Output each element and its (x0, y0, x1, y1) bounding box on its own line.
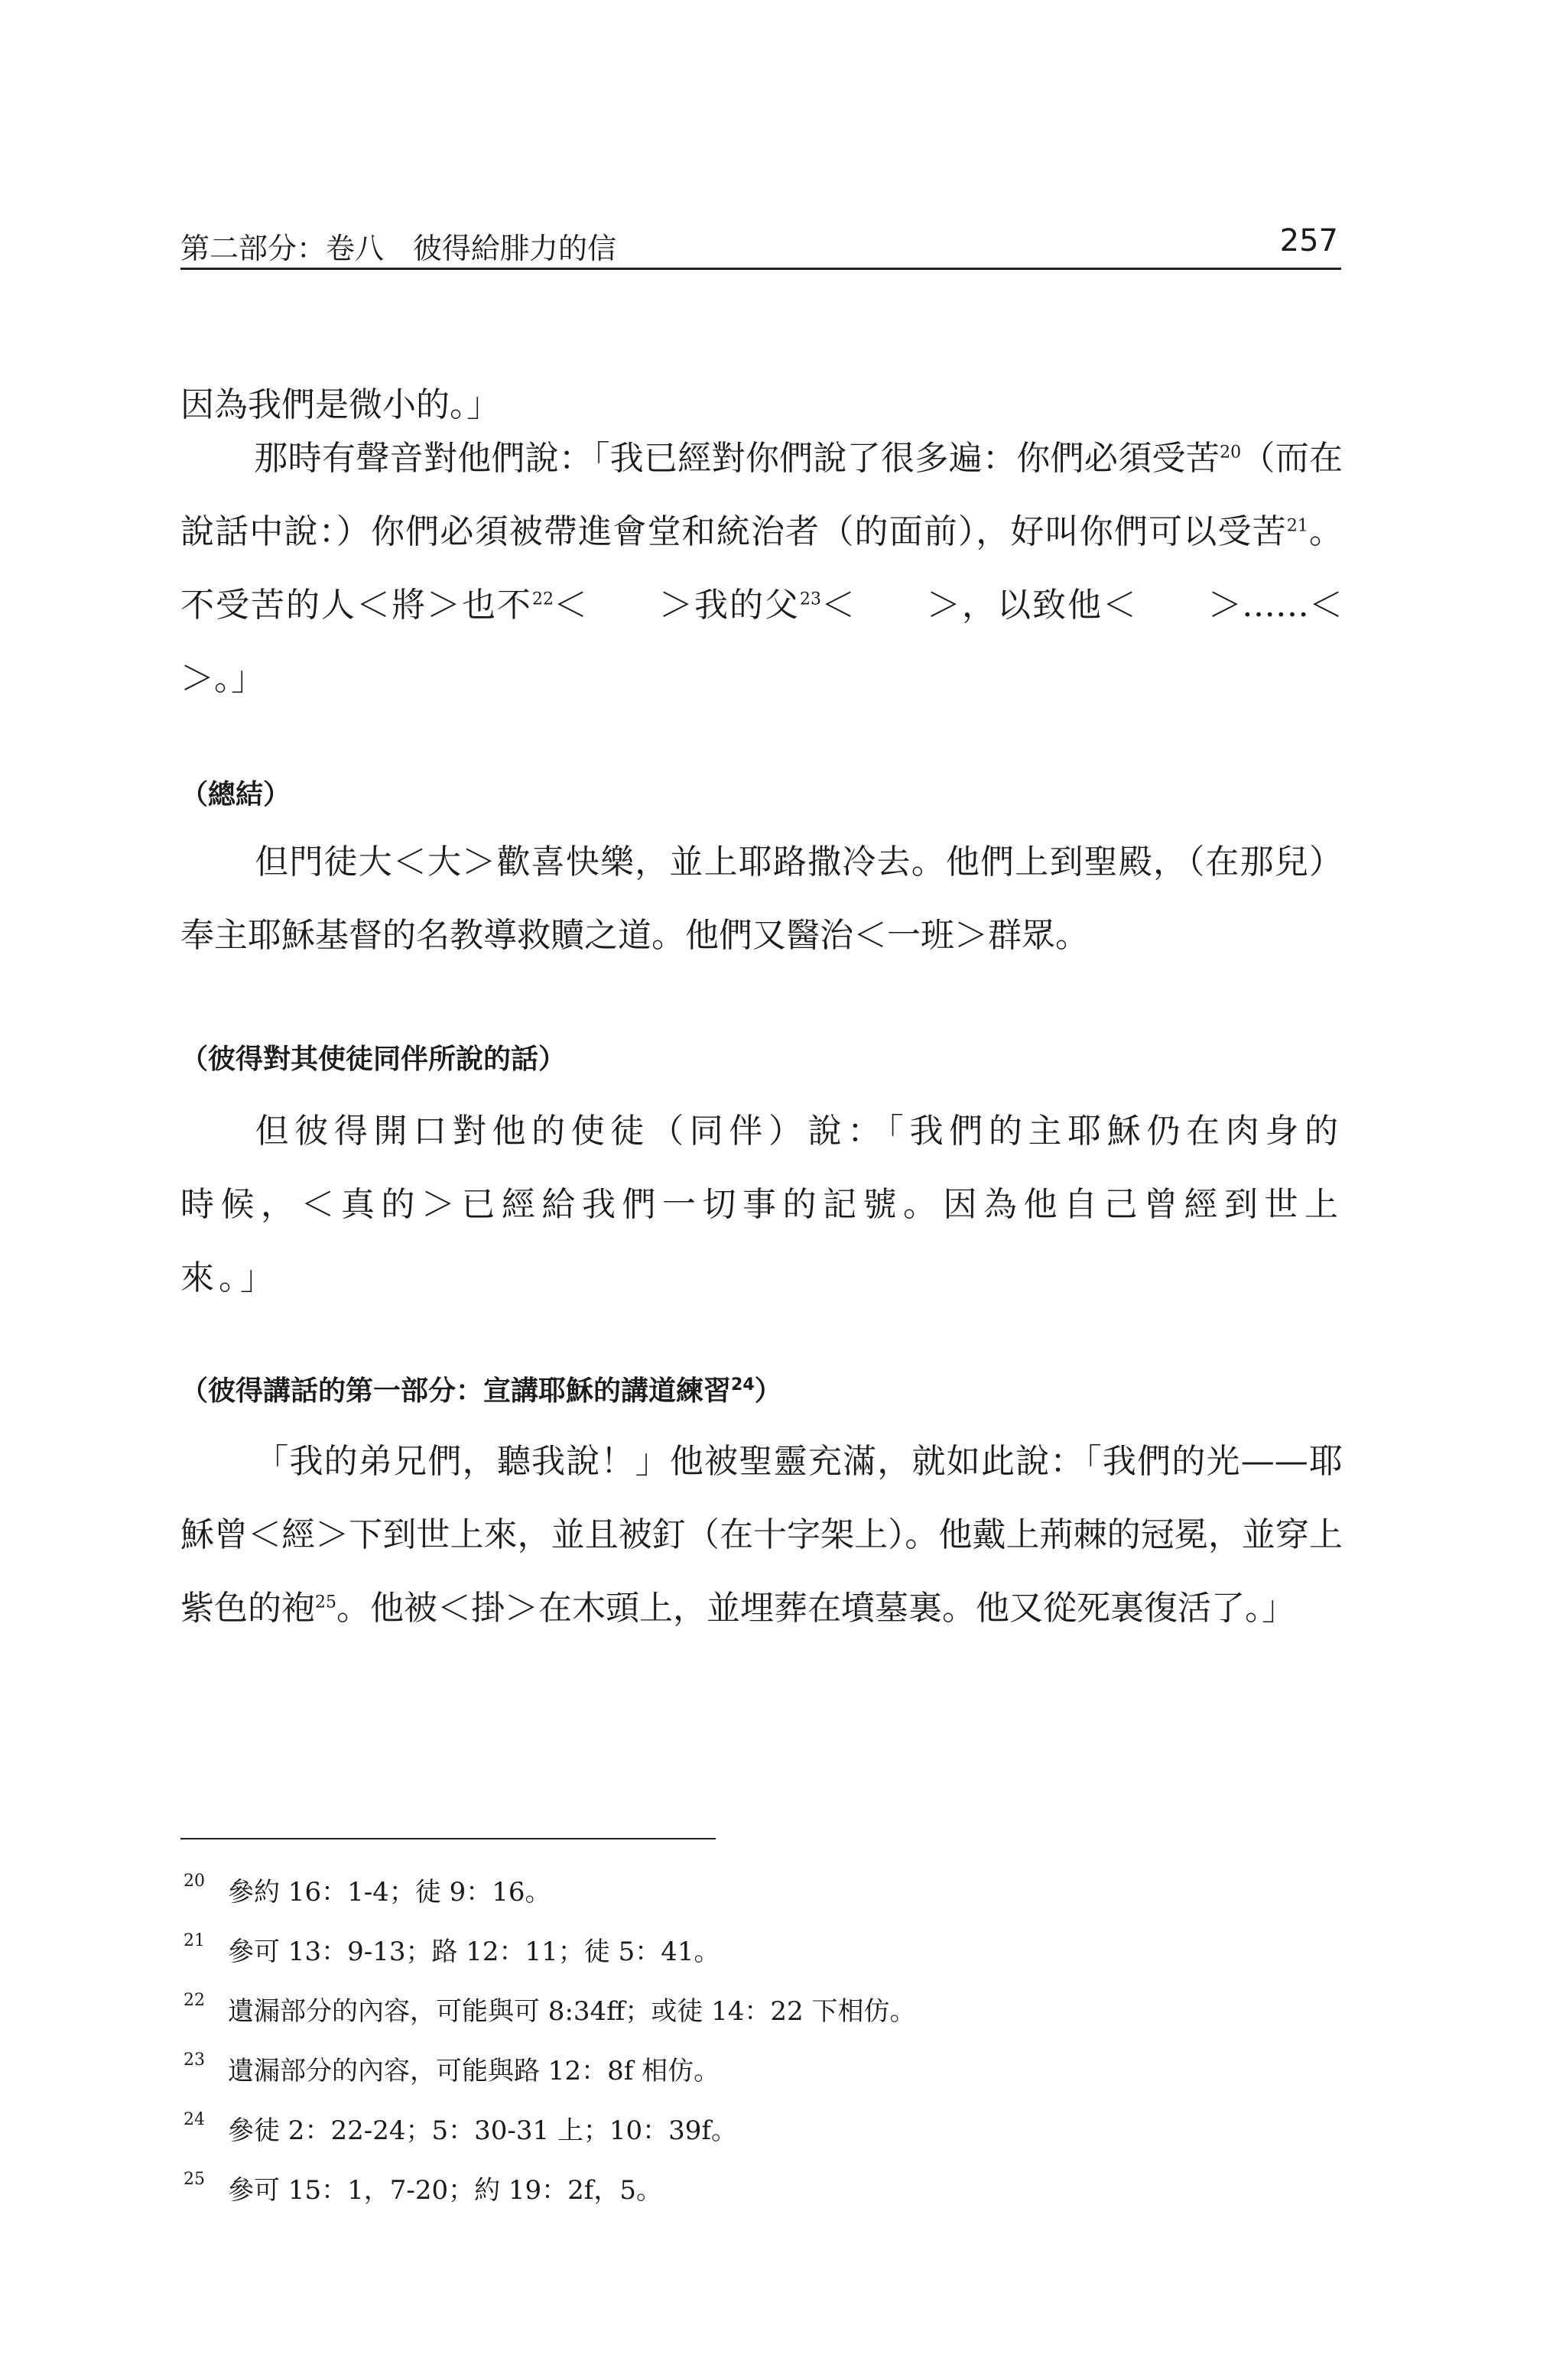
footnote-item (180, 1982, 1343, 2041)
running-header (180, 219, 1341, 265)
footnote-number: 22 (184, 1991, 205, 2010)
footnote-text: 遺漏部分的內容，可能與路 12：8f 相仿。 (228, 2056, 720, 2086)
footnote-item (180, 1922, 1343, 1982)
footnote-text: 參徒 2：22-24；5：30-31 上；10：39f。 (228, 2115, 738, 2146)
paragraph-text: 那時有聲音對他們說：「我已經對你們說了很多遍：你們必須受苦 (254, 439, 1220, 478)
paragraph-text: 但彼得開口對他的使徒（同伴）說：「我們的主耶穌仍在肉身的時候，＜真的＞已經給我們一切事的記號。因為他自己曾經到世上來。」 (180, 1112, 1343, 1297)
section-heading-summary (180, 772, 1343, 818)
footnote-rule (180, 1838, 716, 1839)
footnote-item (180, 2161, 1343, 2220)
footnote-text: 參可 13：9-13；路 12：11；徒 5：41。 (228, 1937, 720, 1967)
footnote-ref[interactable]: 20 (1220, 443, 1242, 463)
section-heading: （彼得對其使徒同伴所說的話） (180, 1044, 567, 1075)
footnote-text: 參可 15：1，7-20；約 19：2f，5。 (228, 2175, 663, 2206)
section-heading-peter-words (180, 1037, 1343, 1083)
footnote-number: 20 (184, 1872, 205, 1891)
paragraph-text: 。他被＜掛＞在木頭上，並埋葬在墳墓裏。他又從死裏復活了。」 (336, 1589, 1295, 1628)
section-heading-sermon (180, 1369, 1343, 1414)
footnote-number: 25 (184, 2170, 205, 2189)
footnote-ref[interactable]: 22 (532, 589, 554, 609)
footnote-ref[interactable]: 25 (315, 1593, 336, 1612)
footnote-item (180, 2041, 1343, 2101)
paragraph-text: ＜ ＞我的父 (554, 586, 800, 625)
paragraph-text: ＜ ＞，以致他＜ ＞……＜ ＞。」 (180, 586, 1410, 698)
running-header-title: 第二部分：卷八 彼得給腓力的信 (180, 232, 617, 265)
footnote-ref[interactable]: 21 (1286, 516, 1308, 536)
paragraph-summary (180, 826, 1343, 972)
paragraph-text: 但門徒大＜大＞歡喜快樂，並上耶路撒冷去。他們上到聖殿，（在那兒）奉主耶穌基督的名教導救贖之道。他們又醫治＜一班＞群眾。 (180, 843, 1343, 955)
paragraph-text: 因為我們是微小的。」 (180, 385, 500, 424)
footnote-text: 遺漏部分的內容，可能與可 8:34ff；或徒 14：22 下相仿。 (228, 1996, 916, 2027)
footnotes (180, 1862, 1343, 2220)
paragraph-text: 。不受苦的人＜將＞也不 (180, 512, 1343, 625)
paragraph-text: （而在說話中說：）你們必須被帶進會堂和統治者（的面前），好叫你們可以受苦 (180, 439, 1343, 551)
footnote-number: 23 (184, 2050, 205, 2070)
footnote-ref[interactable]: 23 (800, 589, 821, 609)
footnote-text: 參約 16：1-4；徒 9：16。 (228, 1877, 551, 1908)
footnote-number: 24 (184, 2110, 205, 2129)
section-heading: （彼得講話的第一部分：宣講耶穌的講道練習 (180, 1375, 732, 1407)
footnote-item (180, 2101, 1343, 2161)
page-number: 257 (1279, 223, 1338, 258)
footnote-number: 21 (184, 1931, 205, 1950)
paragraph-voice (180, 422, 1410, 716)
footnote-ref[interactable]: 24 (731, 1375, 755, 1395)
paragraph-text: 「我的弟兄們，聽我說！」他被聖靈充滿，就如此說：「我們的光——耶穌曾＜經＞下到世上來，並且被釘（在十字架上）。他戴上荊棘的冠冕，並穿上紫色的袍 (180, 1442, 1343, 1628)
section-heading: （總結） (180, 779, 291, 810)
paragraph-peter-words (180, 1095, 1343, 1315)
header-rule (180, 268, 1341, 270)
footnote-item (180, 1862, 1343, 1922)
paragraph-sermon (180, 1425, 1343, 1645)
section-heading-close: ） (754, 1375, 782, 1407)
